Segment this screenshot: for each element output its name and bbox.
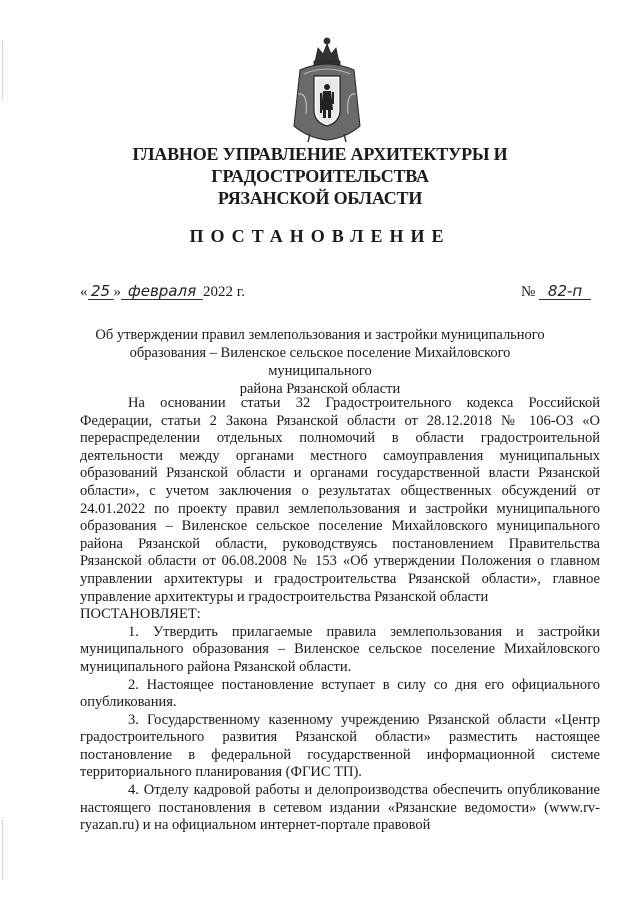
org-name-line-1: ГЛАВНОЕ УПРАВЛЕНИЕ АРХИТЕКТУРЫ И ГРАДОСТРОИТЕЛЬСТВА: [132, 144, 508, 186]
subject-line-3: района Рязанской области: [239, 381, 401, 397]
scan-margin-mark: [2, 40, 4, 100]
document-body: [80, 395, 600, 835]
document-number: [521, 283, 591, 301]
number-value: 82-п: [539, 283, 591, 300]
org-name-line-2: РЯЗАНСКОЙ ОБЛАСТИ: [217, 188, 423, 208]
document-type-title: ПОСТАНОВЛЕНИЕ: [189, 226, 451, 246]
body-item-3: 3. Государственному казенному учреждению Рязанской области «Центр градостроительного развития Рязанской области» разместить настоящее постановление в федеральной государственной информационной системе территориального планирования (ФГИС ТП).: [80, 711, 600, 781]
date-year: 2022 г.: [203, 284, 245, 300]
scan-margin-mark: [2, 820, 4, 880]
date-month: февраля: [121, 283, 203, 300]
number-sign: №: [521, 284, 536, 300]
date-quote-open: «: [80, 284, 88, 300]
subject-line-1: Об утверждении правил землепользования и застройки муниципального: [95, 327, 545, 343]
coat-of-arms-emblem: [290, 34, 364, 146]
body-item-1: 1. Утвердить прилагаемые правила землепользования и застройки муниципального образования – Виленское сельское поселение Михайловского муниципального района Рязанской области.: [80, 623, 600, 675]
subject-line-2: образования – Виленское сельское поселение Михайловского муниципального: [129, 345, 511, 379]
body-item-4: 4. Отделу кадровой работы и делопроизводства обеспечить опубликование настоящего постановления в сетевом издании «Рязанские ведомости» (www.rv-ryazan.ru) и на официальном интернет-портале правовой: [80, 782, 600, 834]
body-decree-word: ПОСТАНОВЛЯЕТ:: [80, 606, 201, 623]
issuing-organization: [40, 143, 600, 209]
document-subject: [78, 326, 562, 398]
date-quote-close: »: [113, 284, 121, 300]
document-date: [80, 283, 245, 301]
body-item-2: 2. Настоящее постановление вступает в силу со дня его официального опубликования.: [80, 676, 600, 711]
body-preamble: На основании статьи 32 Градостроительного кодекса Российской Федерации, статьи 2 Закона Рязанской области от 28.12.2018 № 106-ОЗ «О перераспределении отдельных полномочий в области градостроительной деятельности между органами местного самоуправления муниципальных образований Рязанской области и органами государственной власти Рязанской области», с учетом заключения о результатах общественных обсуждений от 24.01.2022 по проекту правил землепользования и застройки муниципального образования – Виленское сельское поселение Михайловского муниципального района Рязанской области, руководствуясь постановлением Правительства Рязанской области от 06.08.2008 № 153 «Об утверждении Положения о главном управлении архитектуры и градостроительства Рязанской области», главное управление архитектуры и градостроительства Рязанской области: [80, 395, 600, 605]
date-day: 25: [88, 283, 114, 300]
